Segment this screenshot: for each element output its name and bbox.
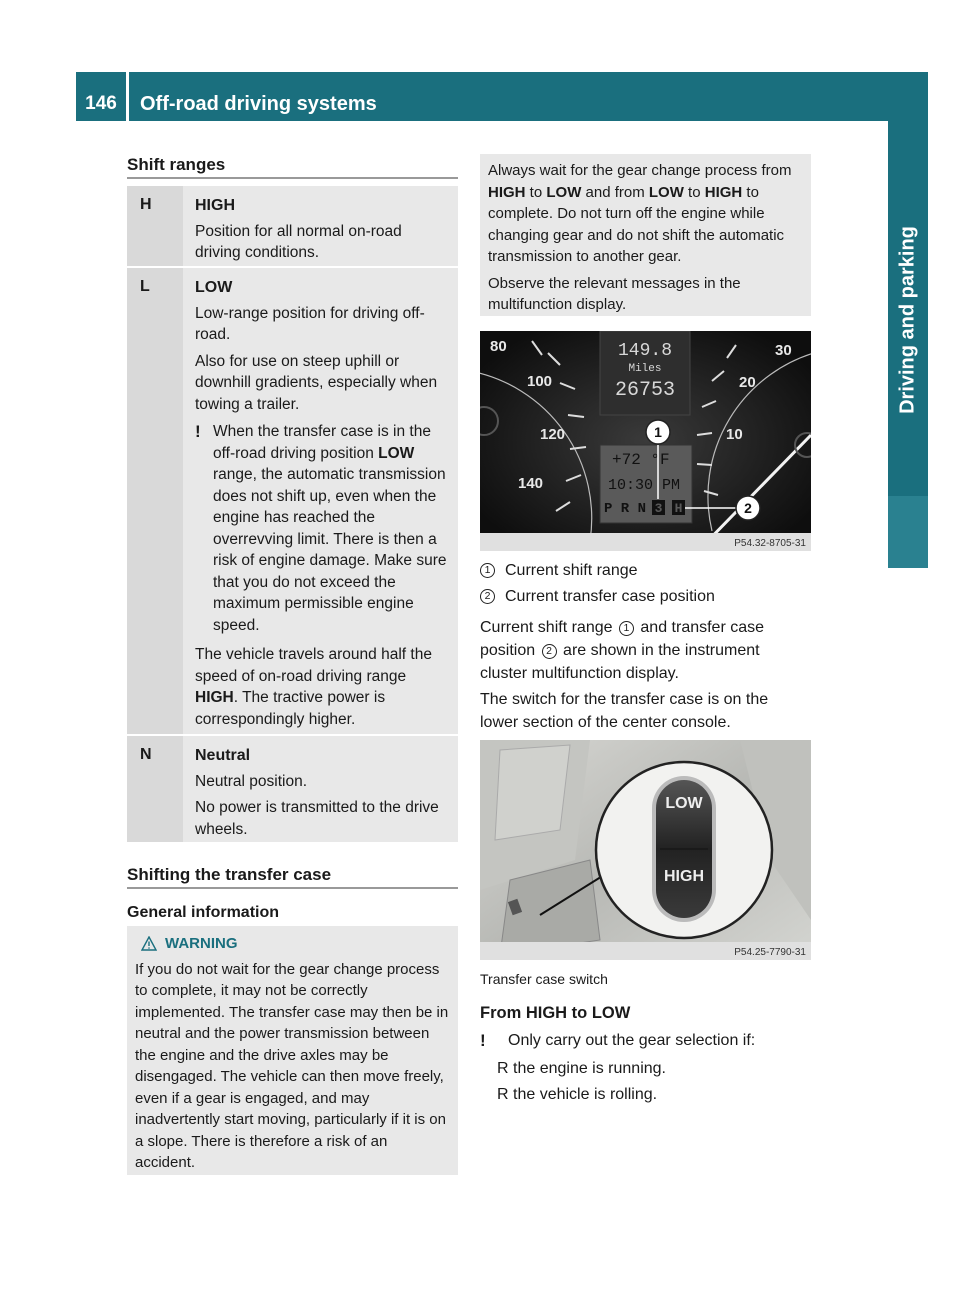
note-text-bold: HIGH — [704, 183, 743, 201]
row-title: LOW — [195, 279, 233, 296]
page-title: Off-road driving systems — [140, 93, 377, 115]
row-value — [183, 186, 458, 266]
note-text-bold: HIGH — [488, 183, 526, 201]
text-part: . The tractive power is correspondingly higher. — [195, 689, 386, 728]
section-side-tab — [888, 72, 928, 568]
bullet-marker: R — [497, 1086, 509, 1103]
row-key: L — [127, 268, 183, 734]
high-to-low-intro: Only carry out the gear selection if: — [508, 1032, 756, 1049]
time-readout: 10:30 PM — [608, 477, 681, 494]
damage-warning-text — [213, 421, 450, 636]
instrument-cluster-figure — [480, 331, 811, 551]
gear-indicator: P R N — [604, 501, 647, 517]
rpm-label: 30 — [775, 342, 792, 359]
bullet-marker: R — [497, 1060, 509, 1077]
body-paragraph — [480, 616, 790, 685]
note-text-bold: LOW — [648, 183, 684, 201]
legend-text: Current transfer case position — [505, 588, 715, 605]
body-text-part: Current shift range — [480, 619, 617, 636]
note-text-bold: LOW — [546, 183, 582, 201]
warning-text-bold: LOW — [378, 444, 415, 462]
row-text: Neutral position. — [195, 772, 308, 790]
damage-warning — [195, 421, 450, 636]
transfer-case-switch-figure — [480, 740, 811, 960]
note-paragraph — [488, 160, 803, 268]
exclamation-icon: ! — [480, 1031, 486, 1050]
row-text: Also for use on steep uphill or downhill gradients, especially when towing a trailer. — [195, 352, 438, 413]
text-bold: HIGH — [195, 689, 234, 706]
rpm-label: 20 — [739, 374, 756, 391]
figure-legend — [480, 559, 820, 608]
row-text: Position for all normal on-road driving conditions. — [195, 222, 402, 261]
high-to-low-heading: From HIGH to LOW — [480, 1004, 631, 1022]
body-paragraph: The switch for the transfer case is on the lower section of the center console. — [480, 691, 769, 731]
callout-2-label: 2 — [744, 500, 752, 516]
legend-number: 1 — [480, 563, 495, 578]
shift-ranges-heading: Shift ranges — [127, 155, 226, 174]
figure-reference: P54.25-7790-31 — [734, 947, 806, 958]
inline-callout-number: 1 — [619, 621, 634, 636]
legend-item — [480, 559, 820, 582]
list-item-text: the engine is running. — [513, 1060, 666, 1077]
row-key: N — [127, 736, 183, 842]
body-text-part: and transfer case position — [480, 619, 765, 659]
note-text-part: and from — [581, 183, 649, 201]
figure-reference: P54.32-8705-31 — [734, 538, 806, 549]
speed-label: 80 — [490, 338, 507, 355]
page-header — [76, 72, 888, 121]
row-value — [183, 736, 458, 842]
warning-box — [127, 926, 458, 1175]
heading-rule — [127, 177, 458, 179]
heading-rule — [127, 887, 458, 889]
speed-label: 100 — [527, 373, 553, 390]
rpm-label: 10 — [726, 426, 743, 443]
speed-label: 140 — [518, 475, 544, 492]
warning-triangle-icon — [141, 936, 157, 951]
odometer-readout: 26753 — [614, 379, 676, 402]
table-row — [127, 268, 458, 736]
row-value — [183, 268, 458, 734]
speed-label: 120 — [540, 426, 566, 443]
warning-header — [135, 933, 450, 955]
warning-text: If you do not wait for the gear change process to complete, it may not be correctly implemented. The transfer case may then be in neutral and the power transmission between the engine and the drive axles may be disengaged. The vehicle can then move freely, even if a gear is engaged, and may inadvertently start moving, particularly if it is on a slope. There is therefore a risk of an accident. — [135, 960, 449, 1171]
row-text — [195, 644, 450, 730]
exclamation-icon: ! — [195, 422, 201, 441]
general-information-heading: General information — [127, 904, 280, 921]
shift-ranges-table — [127, 186, 458, 842]
shifting-heading: Shifting the transfer case — [127, 865, 332, 884]
low-switch-label: LOW — [665, 795, 703, 812]
text-part: The vehicle travels around half the speed of on-road driving range — [195, 646, 432, 685]
row-text: No power is transmitted to the drive wheels. — [195, 799, 439, 838]
body-text-part: are shown in the instrument cluster multifunction display. — [480, 642, 760, 682]
high-to-low-warning — [480, 1029, 820, 1052]
inline-callout-number: 2 — [542, 644, 557, 659]
note-text-part: Always wait for the gear change process from — [488, 162, 792, 179]
callout-1-label: 1 — [654, 424, 662, 440]
legend-text: Current shift range — [505, 562, 638, 579]
row-text: Low-range position for driving off-road. — [195, 304, 425, 343]
conditions-list — [497, 1056, 666, 1108]
trip-unit: Miles — [628, 363, 662, 375]
note-box — [480, 154, 811, 316]
transfer-case-switch-illustration — [480, 740, 811, 960]
legend-item — [480, 585, 820, 608]
row-title: HIGH — [195, 197, 235, 214]
section-side-tab-label: Driving and parking — [896, 226, 919, 414]
high-switch-label: HIGH — [664, 868, 704, 885]
legend-number: 2 — [480, 589, 495, 604]
note-text-part: to — [525, 183, 547, 201]
row-title: Neutral — [195, 747, 251, 764]
figure-caption: Transfer case switch — [480, 971, 608, 987]
note-text-part: to — [683, 183, 705, 201]
transfer-case-indicator: H — [674, 501, 683, 516]
warning-text-part: When the transfer case is in the off-road driving position — [213, 423, 431, 462]
instrument-cluster-illustration — [480, 331, 811, 551]
current-gear: 3 — [654, 501, 663, 516]
header-divider — [126, 72, 129, 121]
list-item — [497, 1082, 666, 1108]
warning-text-part: range, the automatic transmission does not shift up, even when the engine has reached the overrevving limit. There is then a risk of engine damage. Make sure that you do not exceed the maximum permissible engine speed. — [213, 466, 447, 634]
table-row — [127, 736, 458, 842]
note-text-part: to complete. Do not turn off the engine while changing gear and do not shift the automatic transmission to another gear. — [488, 183, 785, 265]
temperature-readout: +72 °F — [612, 451, 670, 469]
warning-label: WARNING — [165, 935, 238, 952]
page-number: 146 — [85, 93, 117, 114]
section-tab-marker — [888, 496, 928, 568]
table-row — [127, 186, 458, 268]
trip-readout: 149.8 — [617, 341, 673, 361]
row-key: H — [127, 186, 183, 266]
list-item — [497, 1056, 666, 1082]
note-paragraph: Observe the relevant messages in the multifunction display. — [488, 274, 741, 313]
list-item-text: the vehicle is rolling. — [513, 1086, 658, 1103]
